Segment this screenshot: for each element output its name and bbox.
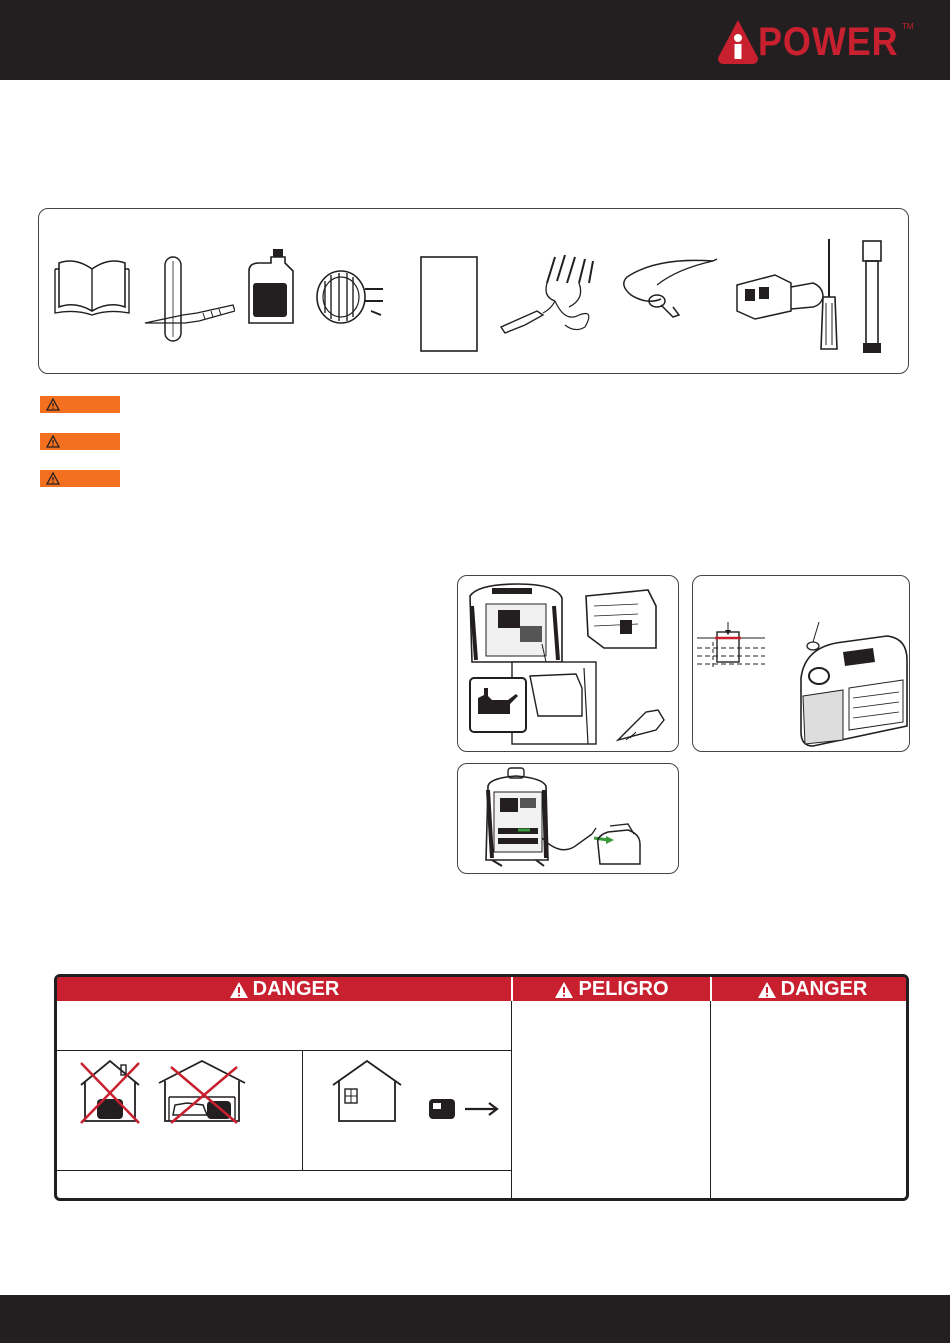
garage-with-generator-prohibited-icon [157, 1057, 247, 1125]
dc-charging-cables-icon [495, 249, 607, 335]
warning-triangle-icon [554, 981, 574, 999]
footer-bar [0, 1295, 950, 1343]
brand-name: POWER [758, 20, 899, 64]
danger-title-fr: DANGER [780, 978, 868, 1000]
danger-header-fr [712, 977, 909, 1001]
warning-label [40, 433, 120, 450]
propane-hose-icon [617, 255, 723, 329]
warning-triangle-icon [46, 472, 60, 485]
header-bar [0, 0, 950, 80]
danger-header-en [57, 977, 511, 1001]
danger-header-es [513, 977, 710, 1001]
house-with-generator-prohibited-icon [77, 1057, 143, 1125]
warning-label [40, 396, 120, 413]
danger-safety-label [54, 974, 909, 1201]
generator-outdoors-icon [329, 1057, 509, 1127]
danger-title-en: DANGER [252, 978, 340, 1000]
booklet-icon [419, 255, 481, 353]
logo-i-icon [716, 18, 760, 66]
plug-adapter-icon [311, 267, 397, 329]
warning-triangle-icon [229, 981, 249, 999]
socket-extension-icon [857, 239, 887, 355]
propane-connection-illustration [457, 763, 679, 874]
danger-title-es: PELIGRO [578, 978, 669, 1000]
oil-fill-illustration [457, 575, 679, 752]
manual-book-icon [53, 255, 131, 317]
spark-plug-wrench-icon [143, 255, 235, 345]
warning-label [40, 470, 120, 487]
warning-triangle-icon [757, 981, 777, 999]
accessories-panel [38, 208, 909, 374]
ipower-logo [716, 18, 916, 66]
usb-car-adapter-icon [731, 271, 827, 321]
warning-triangle-icon [46, 435, 60, 448]
oil-bottle-icon [245, 247, 297, 327]
screwdriver-icon [817, 237, 841, 353]
oil-level-illustration [692, 575, 910, 752]
warning-triangle-icon [46, 398, 60, 411]
trademark: TM [902, 22, 914, 31]
